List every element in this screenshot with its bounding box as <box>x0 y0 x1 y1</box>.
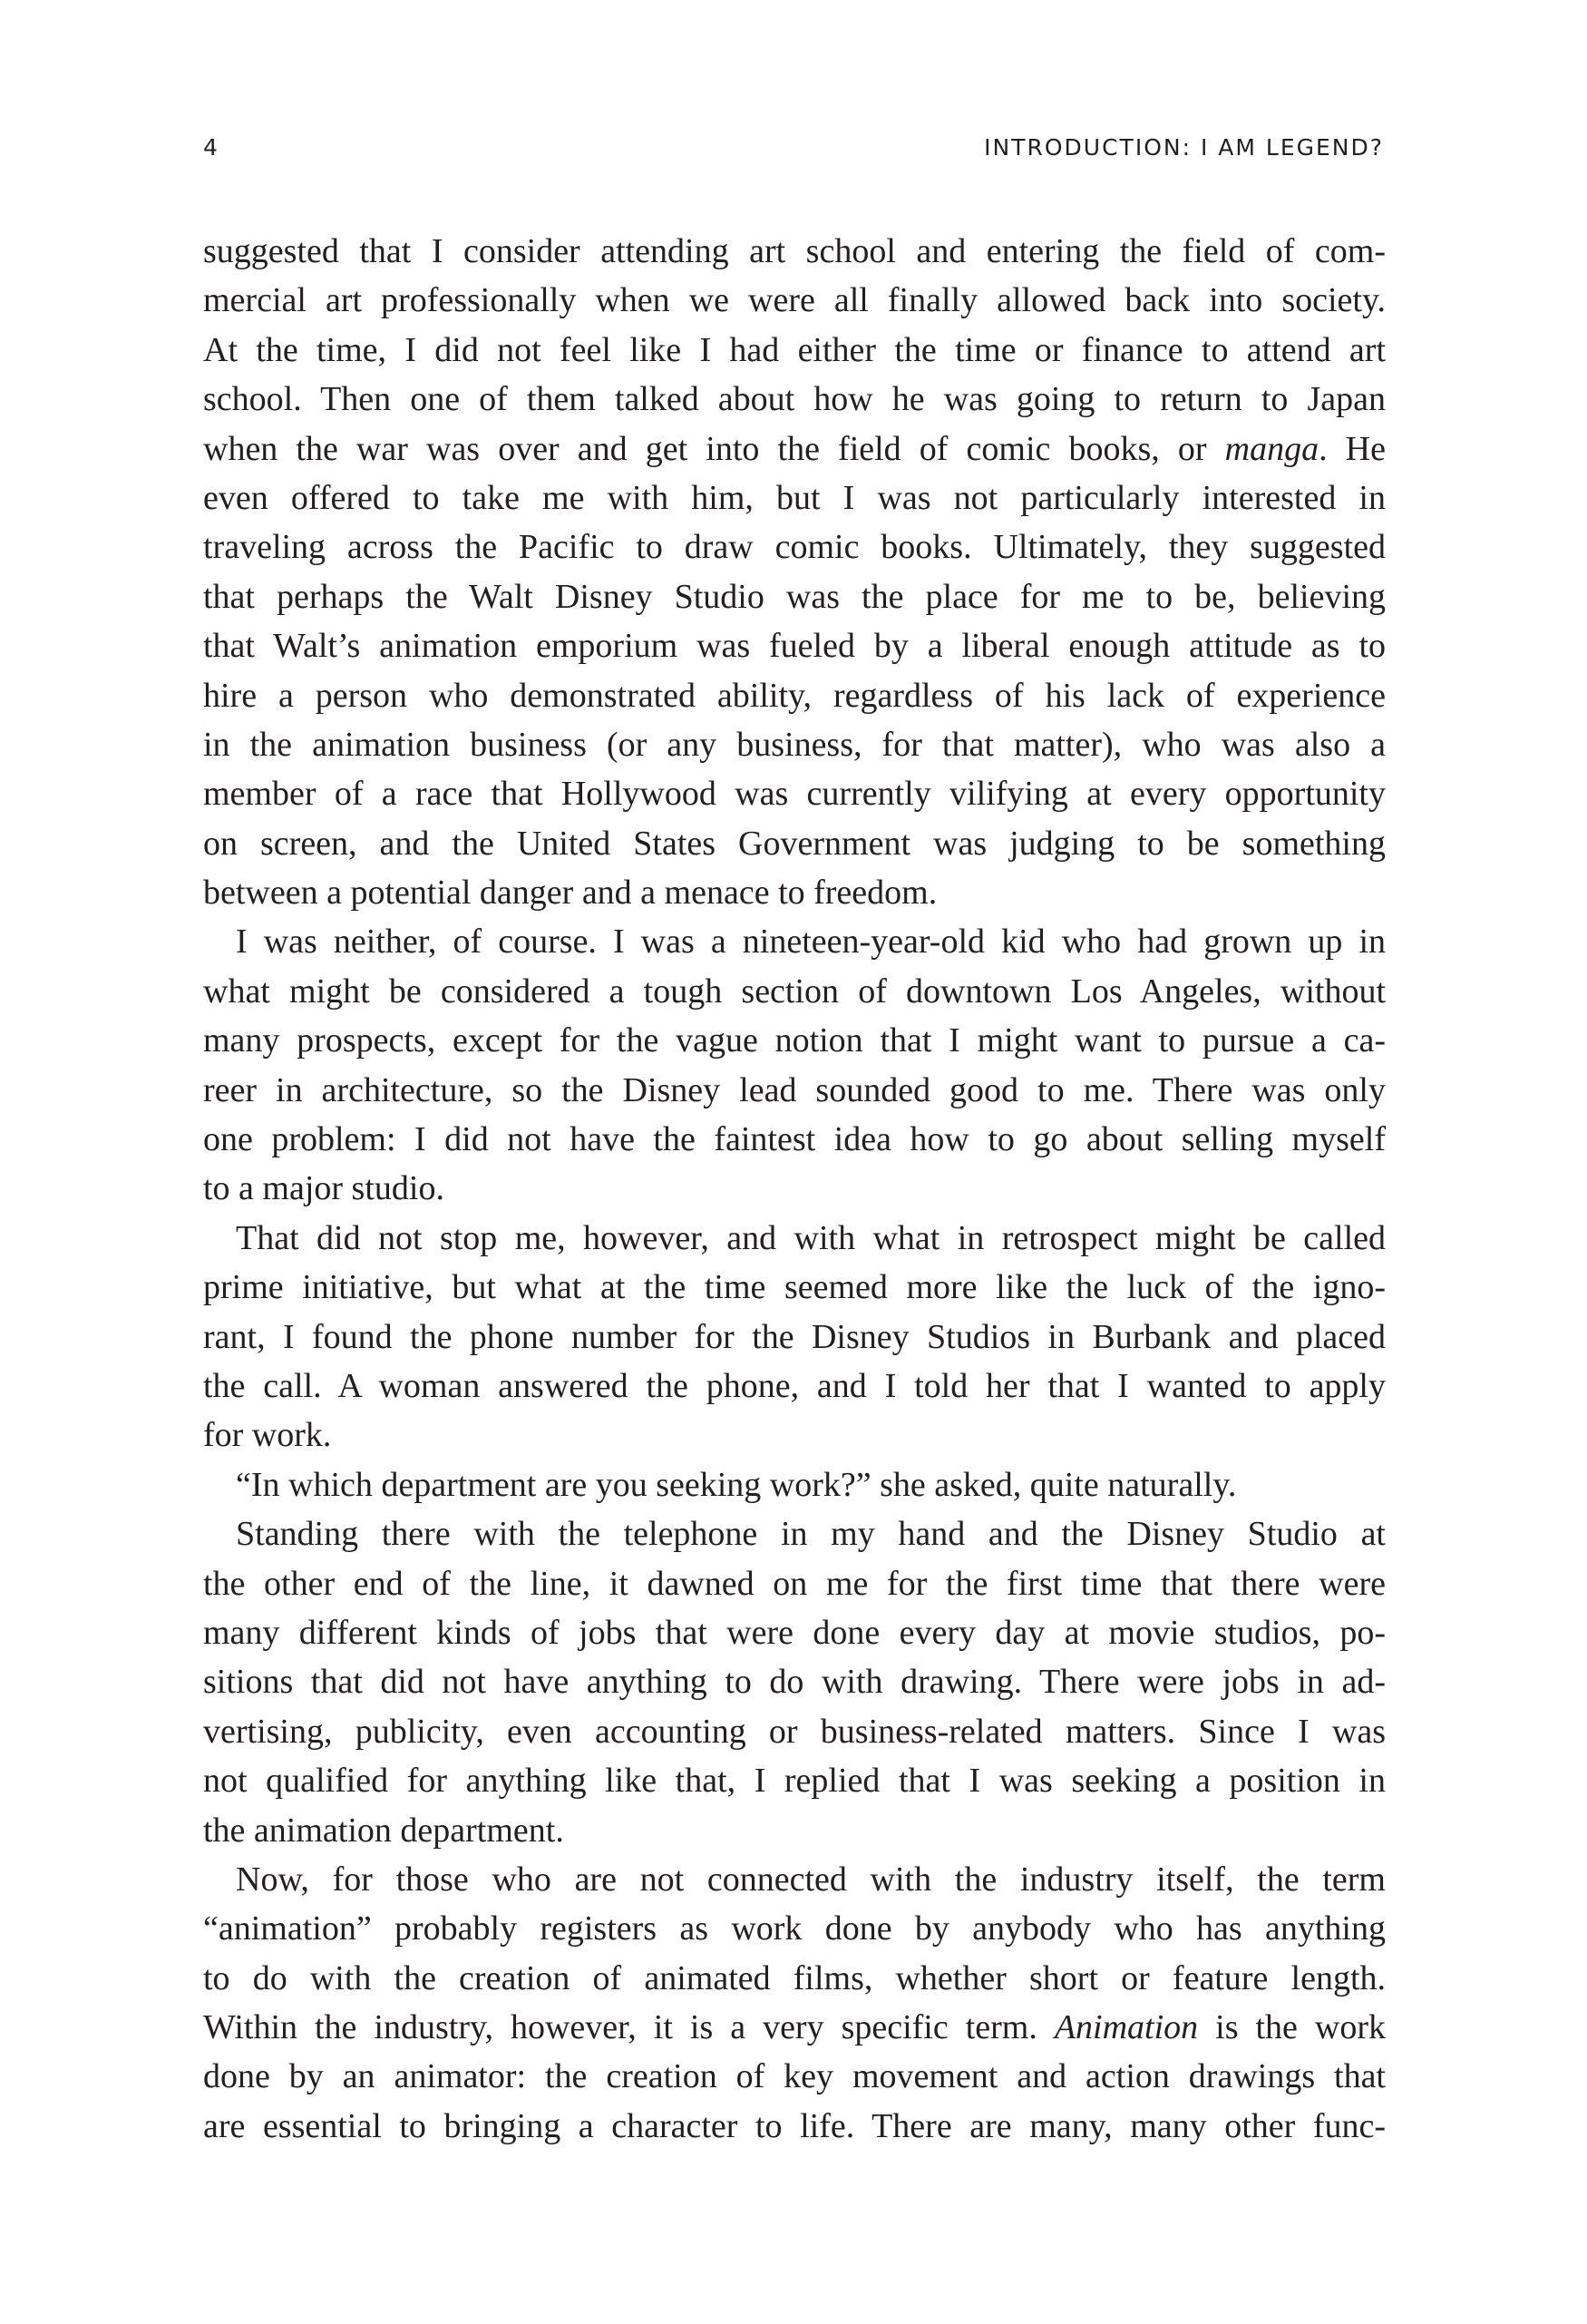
text-run: Standing there with the telephone in my hand and the Disney Studio at <box>236 1515 1386 1554</box>
text-run: Within the industry, however, it is a very specific term. <box>203 2008 1055 2047</box>
italic-text: Animation <box>1054 2008 1199 2047</box>
text-line <box>203 1362 1386 1411</box>
text-line <box>203 1756 1386 1805</box>
text-line <box>203 1313 1386 1362</box>
text-line <box>203 621 1386 670</box>
text-run: That did not stop me, however, and with what in retrospect might be called <box>236 1218 1386 1257</box>
text-line <box>203 720 1386 769</box>
text-line <box>203 1608 1386 1657</box>
text-run: the other end of the line, it dawned on me for the first time that there were <box>203 1564 1386 1603</box>
text-line <box>203 917 1386 966</box>
text-line <box>203 1460 1386 1509</box>
text-line <box>203 1855 1386 1904</box>
text-run: I was neither, of course. I was a nineteen-year-old kid who had grown up in <box>236 923 1386 962</box>
text-run: “animation” probably registers as work done by anybody who has anything <box>203 1909 1386 1948</box>
text-line <box>203 2003 1386 2052</box>
text-run: traveling across the Pacific to draw comic books. Ultimately, they suggested <box>203 528 1386 567</box>
text-line <box>203 1066 1386 1115</box>
text-run: At the time, I did not feel like I had either the time or finance to attend art <box>203 330 1386 369</box>
text-line <box>203 1657 1386 1706</box>
text-line <box>203 1263 1386 1312</box>
text-run: rant, I found the phone number for the Disney Studios in Burbank and placed <box>203 1317 1386 1356</box>
text-run: hire a person who demonstrated ability, regardless of his lack of experience <box>203 676 1386 715</box>
text-line <box>203 1411 1386 1460</box>
text-line <box>203 1559 1386 1608</box>
text-line <box>203 1164 1386 1213</box>
text-line <box>203 1214 1386 1263</box>
text-run: member of a race that Hollywood was currently vilifying at every opportunity <box>203 775 1386 814</box>
text-run: prime initiative, but what at the time seemed more like the luck of the igno- <box>203 1268 1386 1307</box>
text-run: on screen, and the United States Government was judging to be something <box>203 824 1386 863</box>
text-run: many different kinds of jobs that were done every day at movie studios, po- <box>203 1613 1386 1652</box>
text-run: . He <box>1319 429 1386 468</box>
text-run: the call. A woman answered the phone, and I told her that I wanted to apply <box>203 1366 1386 1405</box>
text-line <box>203 967 1386 1016</box>
text-line <box>203 2052 1386 2101</box>
text-line <box>203 425 1386 474</box>
text-run: one problem: I did not have the faintest idea how to go about selling myself <box>203 1120 1386 1159</box>
text-run: in the animation business (or any business, for that matter), who was also a <box>203 725 1386 764</box>
text-line <box>203 1904 1386 1953</box>
text-run: done by an animator: the creation of key movement and action drawings that <box>203 2057 1386 2096</box>
text-line <box>203 868 1386 917</box>
running-head: INTRODUCTION: I AM LEGEND? <box>984 134 1384 161</box>
text-run: that Walt’s animation emporium was fueled by a liberal enough attitude as to <box>203 627 1386 666</box>
text-line <box>203 819 1386 868</box>
text-line <box>203 2102 1386 2151</box>
text-line <box>203 1806 1386 1855</box>
text-run: the animation department. <box>203 1811 564 1850</box>
text-run: many prospects, except for the vague notion that I might want to pursue a ca- <box>203 1021 1386 1060</box>
text-line <box>203 769 1386 818</box>
text-line <box>203 671 1386 720</box>
text-run: what might be considered a tough section of downtown Los Angeles, without <box>203 972 1386 1011</box>
text-line <box>203 375 1386 424</box>
text-line <box>203 1707 1386 1756</box>
text-run: to a major studio. <box>203 1169 444 1208</box>
text-line <box>203 1954 1386 2003</box>
text-line <box>203 572 1386 621</box>
text-run: to do with the creation of animated films, whether short or feature length. <box>203 1958 1386 1997</box>
text-run: even offered to take me with him, but I was not particularly interested in <box>203 478 1386 517</box>
text-run: for work. <box>203 1416 332 1455</box>
text-run: vertising, publicity, even accounting or business-related matters. Since I was <box>203 1712 1386 1751</box>
text-run: that perhaps the Walt Disney Studio was the place for me to be, believing <box>203 577 1386 616</box>
page-number: 4 <box>203 134 219 161</box>
text-run: “In which department are you seeking work?” she asked, quite naturally. <box>236 1465 1237 1504</box>
text-run: sitions that did not have anything to do with drawing. There were jobs in ad- <box>203 1663 1386 1702</box>
text-run: not qualified for anything like that, I replied that I was seeking a position in <box>203 1762 1386 1801</box>
text-run: reer in architecture, so the Disney lead sounded good to me. There was only <box>203 1070 1386 1109</box>
text-line <box>203 1509 1386 1558</box>
text-run: Now, for those who are not connected with the industry itself, the term <box>236 1860 1386 1899</box>
text-run: when the war was over and get into the field of comic books, or <box>203 429 1225 468</box>
text-run: suggested that I consider attending art school and entering the field of com- <box>203 232 1386 270</box>
text-line <box>203 227 1386 276</box>
text-line <box>203 1016 1386 1065</box>
italic-text: manga <box>1224 429 1319 468</box>
text-run: between a potential danger and a menace to freedom. <box>203 874 938 913</box>
text-run: school. Then one of them talked about how he was going to return to Japan <box>203 380 1386 419</box>
text-run: are essential to bringing a character to life. There are many, many other func- <box>203 2106 1386 2145</box>
text-run: mercial art professionally when we were all finally allowed back into society. <box>203 281 1386 320</box>
text-run: is the work <box>1198 2008 1386 2047</box>
body-text <box>203 227 1386 2151</box>
text-line <box>203 276 1386 325</box>
text-line <box>203 522 1386 571</box>
text-line <box>203 326 1386 375</box>
text-line <box>203 474 1386 522</box>
text-line <box>203 1115 1386 1164</box>
